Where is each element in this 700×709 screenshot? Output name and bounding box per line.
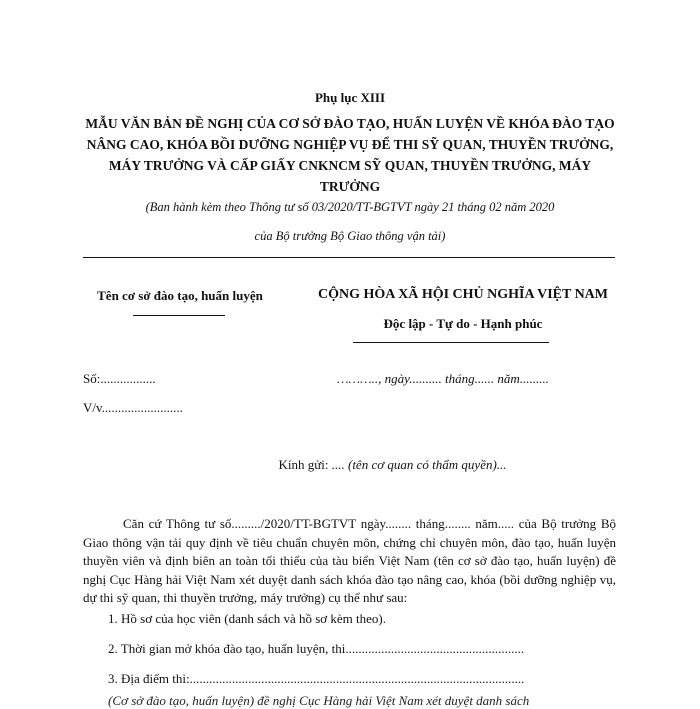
issued-note-line2: của Bộ trưởng Bộ Giao thông vận tải) [254, 229, 446, 243]
organization-underline [133, 315, 225, 316]
document-number: Số:................. [83, 371, 156, 386]
country-name: CỘNG HÒA XÃ HỘI CHỦ NGHĨA VIỆT NAM [317, 287, 608, 302]
body-paragraph: Căn cứ Thông tư số........./2020/TT-BGTVT ngày........ tháng........ năm..... của Bộ trưởng Bộ Giao thông vận tải quy định về tiêu chuẩn chuyên môn, chứng chỉ chuyên môn, đào tạo, huấn luyện thuyền viên và định biên an toàn tối thiểu của tàu biển Việt Nam (tên cơ sở đào tạo, huấn luyện) đề nghị Cục Hàng hải Việt Nam xét duyệt danh sách khóa đào tạo nâng cao, khóa (bồi dưỡng nghiệp vụ, dự thi sỹ quan, thi thuyền trưởng, máy trưởng) cụ thể như sau: [83, 516, 616, 605]
document-heading: MẪU VĂN BẢN ĐỀ NGHỊ CỦA CƠ SỞ ĐÀO TẠO, HUẤN LUYỆN VỀ KHÓA ĐÀO TẠO NÂNG CAO, KHÓA BỒI DƯỠNG NGHIỆP VỤ ĐỂ THI SỸ QUAN, THUYỀN TRƯỞNG, MÁY TRƯỞNG VÀ CẤP GIẤY CNKNCM SỸ QUAN, THUYỀN TRƯỞNG, MÁY TRƯỞNG [85, 116, 615, 194]
header-divider [83, 257, 615, 258]
subject-line: V/v......................... [83, 400, 183, 415]
list-item: 3. Địa điểm thi:....................................................................................................... [108, 671, 525, 686]
list-item: 2. Thời gian mở khóa đào tạo, huấn luyện, thi....................................................... [108, 641, 525, 656]
recipient-label: Kính gửi: [278, 457, 332, 472]
recipient-line [0, 457, 700, 473]
recipient-value: .... (tên cơ quan có thẩm quyền)... [331, 457, 507, 472]
list-item: 1. Hồ sơ của học viên (danh sách và hồ sơ kèm theo). [108, 611, 387, 626]
motto-underline [353, 342, 549, 343]
issued-note-line1: (Ban hành kèm theo Thông tư số 03/2020/TT-BGTVT ngày 21 tháng 02 năm 2020 [145, 200, 555, 214]
organization-name: Tên cơ sở đào tạo, huấn luyện [97, 288, 263, 303]
appendix-title: Phụ lục XIII [314, 90, 386, 105]
date-line: ……….., ngày.......... tháng...... năm......... [337, 371, 549, 386]
list-item: (Cơ sở đào tạo, huấn luyện) đề nghị Cục Hàng hải Việt Nam xét duyệt danh sách [108, 693, 530, 708]
national-motto: Độc lập - Tự do - Hạnh phúc [383, 316, 543, 331]
